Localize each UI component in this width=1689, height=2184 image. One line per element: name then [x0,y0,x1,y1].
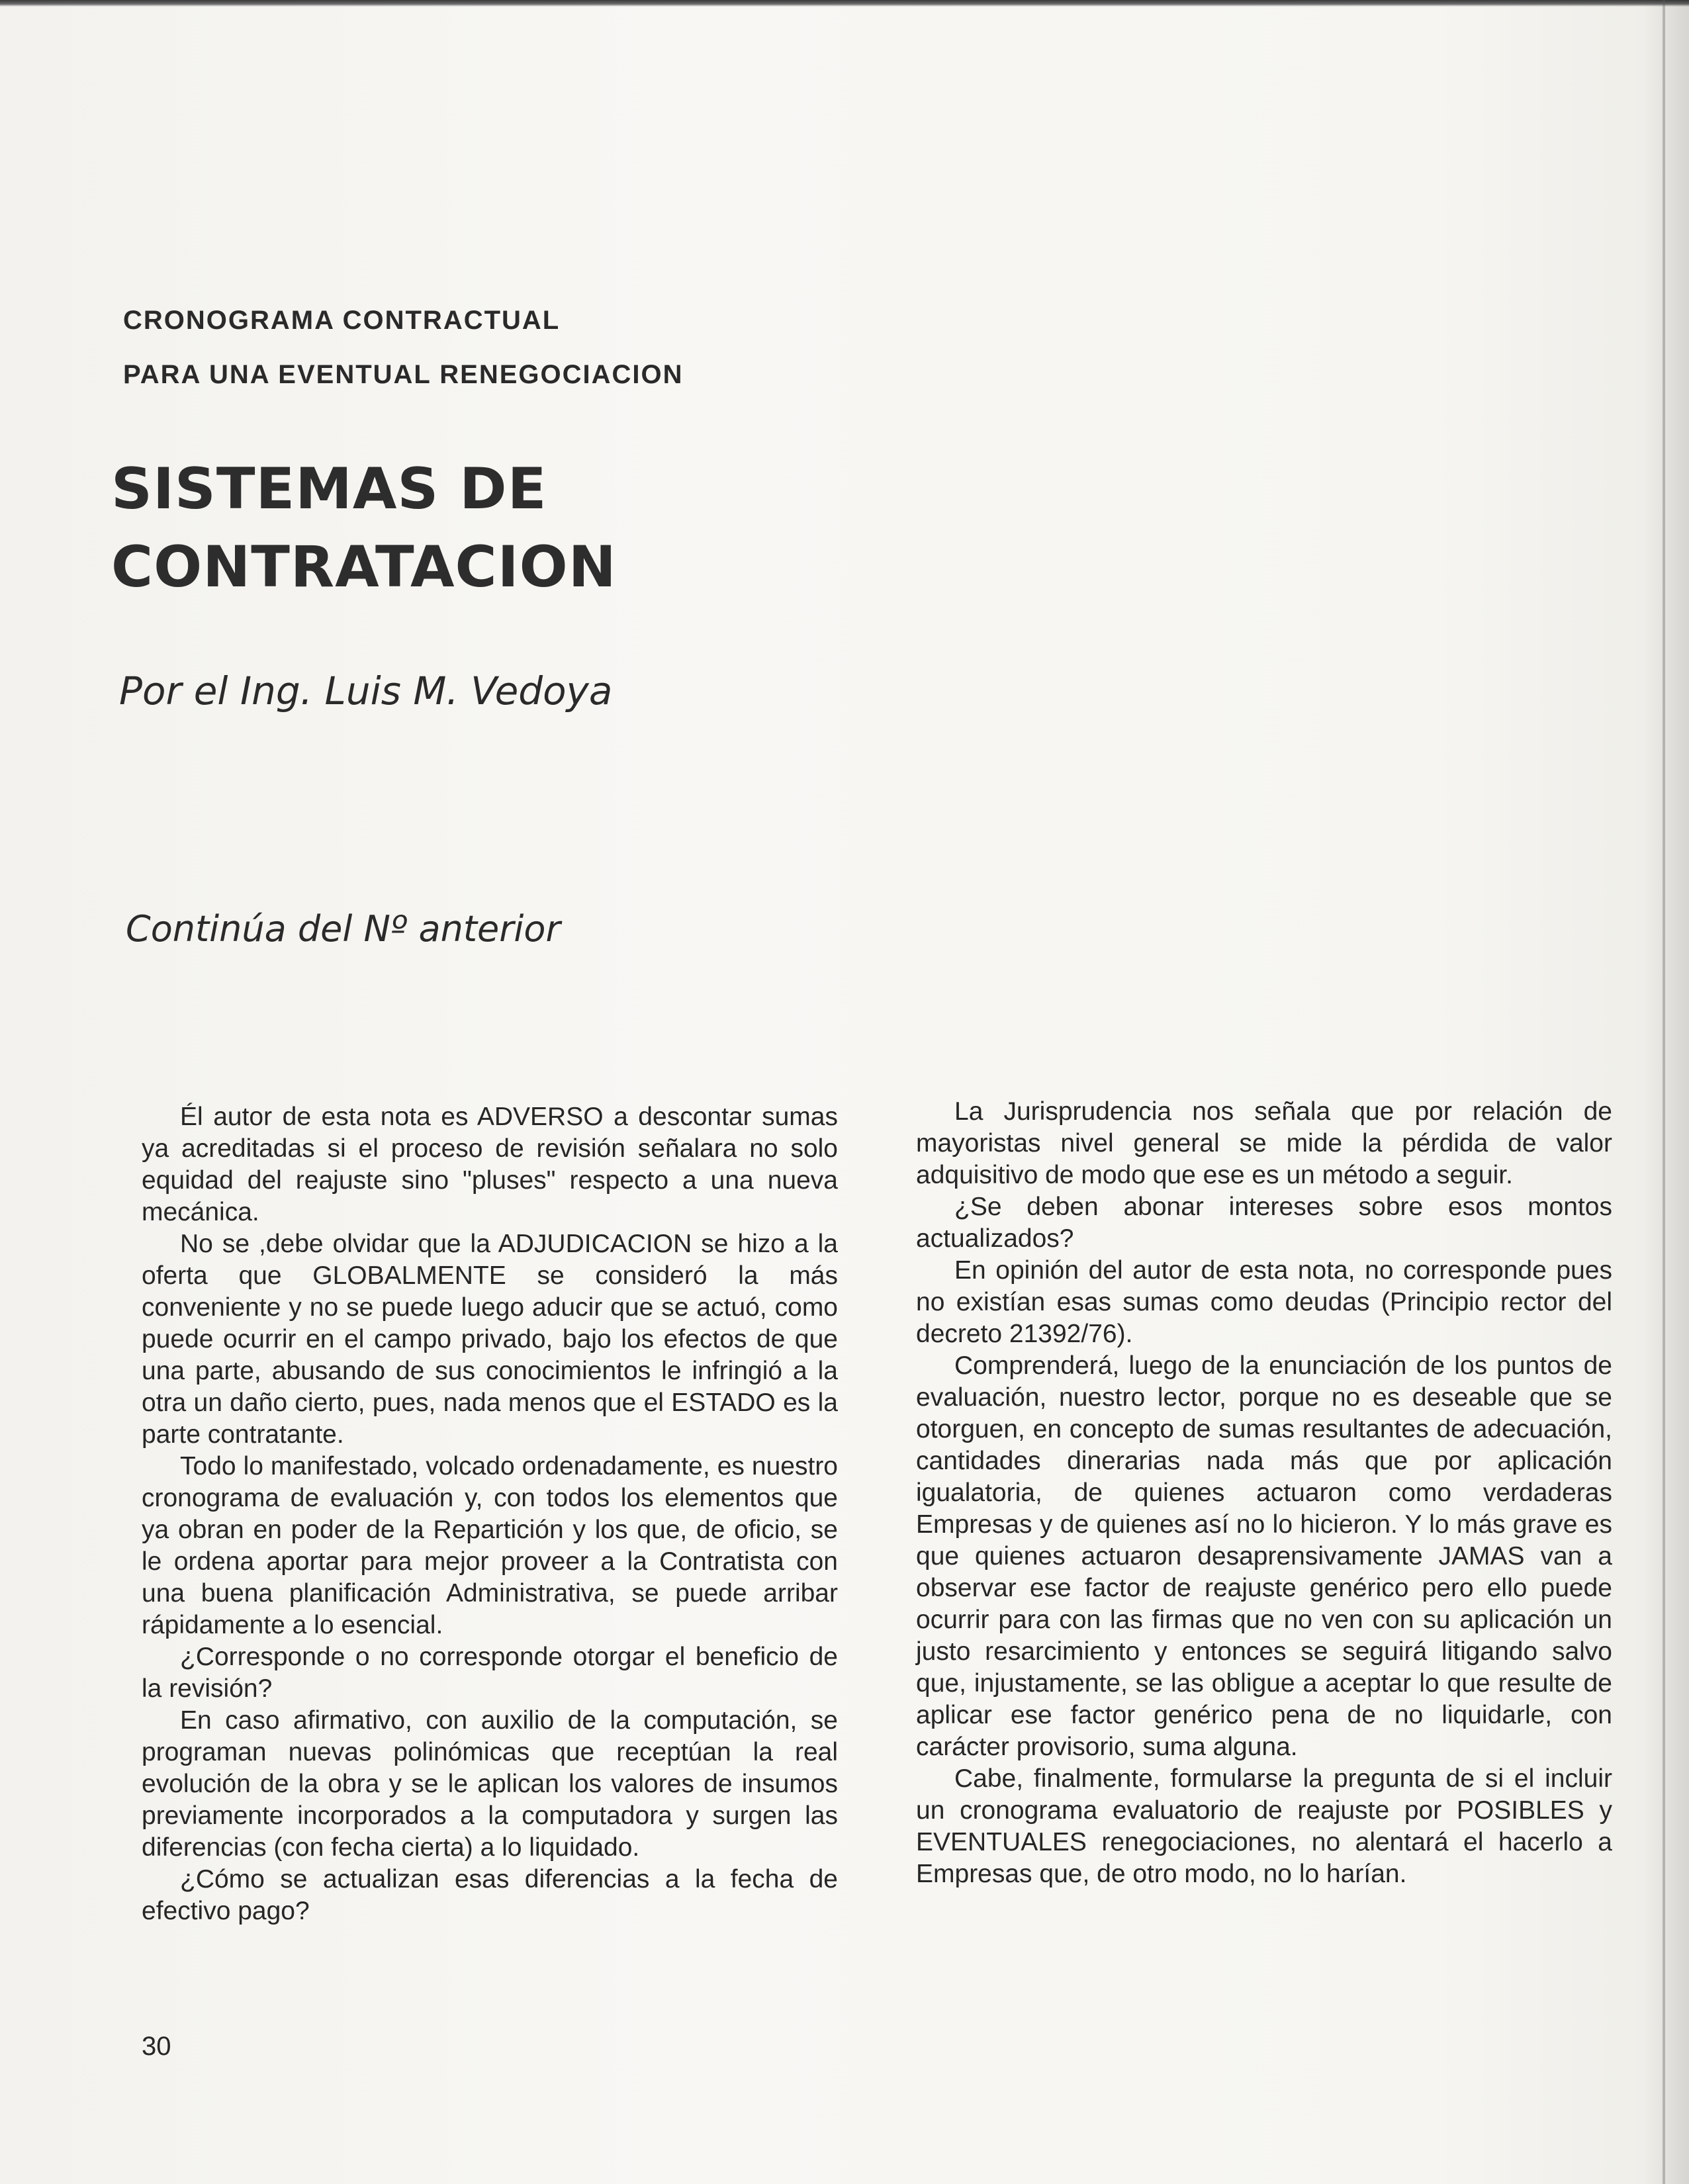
author-byline: Por el Ing. Luis M. Vedoya [119,668,613,713]
page-edge-shadow [1643,0,1689,2184]
section-kicker-line-2: PARA UNA EVENTUAL RENEGOCIACION [123,360,684,389]
paragraph: En caso afirmativo, con auxilio de la computación, se programan nuevas polinómicas que receptúan la real evolución de la obra y se le aplican los valores de insumos previamente incorporados a la computadora y surgen las diferencias (con fecha cierta) a lo liquidado. [142,1706,838,1862]
top-rule [0,0,1689,7]
paragraph: Cabe, finalmente, formularse la pregunta de si el incluir un cronograma evaluatorio de reajuste por POSIBLES y EVENTUALES renegociaciones, no alentará el hacerlo a Empresas que, de otro modo, no lo harían. [916,1764,1612,1888]
paragraph: La Jurisprudencia nos señala que por relación de mayoristas nivel general se mide la pérdida de valor adquisitivo de modo que ese es un método a seguir. [916,1097,1612,1189]
binding-line [1663,0,1665,2184]
paragraph: En opinión del autor de esta nota, no corresponde pues no existían esas sumas como deudas (Principio rector del decreto 21392/76). [916,1256,1612,1348]
paragraph: Todo lo manifestado, volcado ordenadamente, es nuestro cronograma de evaluación y, con todos los elementos que ya obran en poder de la Repartición y los que, de oficio, se le ordena aportar para mejor proveer a la Contratista con una buena planificación Administrativa, se puede arribar rápidamente a lo esencial. [142,1452,838,1639]
right-column [916,1096,1612,1890]
article-title-line-1: SISTEMAS DE [111,456,547,522]
paragraph: ¿Se deben abonar intereses sobre esos montos actualizados? [916,1193,1612,1253]
continued-note: Continúa del Nº anterior [126,908,561,950]
article-title [111,450,617,606]
paragraph: No se ,debe olvidar que la ADJUDICACION se hizo a la oferta que GLOBALMENTE se consideró la más conveniente y no se puede luego aducir que se actuó, como puede ocurrir en el campo privado, bajo los efectos de que una parte, abusando de sus conocimientos le infringió a la otra un daño cierto, pues, nada menos que el ESTADO es la parte contratante. [142,1230,838,1449]
paragraph: ¿Corresponde o no corresponde otorgar el beneficio de la revisión? [142,1643,838,1703]
page-number: 30 [142,2032,171,2061]
article-title-line-2: CONTRATACION [111,534,617,600]
paragraph: ¿Cómo se actualizan esas diferencias a la fecha de efectivo pago? [142,1865,838,1925]
paragraph: Él autor de esta nota es ADVERSO a descontar sumas ya acreditadas si el proceso de revisión señalara no solo equidad del reajuste sino "pluses" respecto a una nueva mecánica. [142,1103,838,1226]
left-column [142,1101,838,1927]
paragraph: Comprenderá, luego de la enunciación de los puntos de evaluación, nuestro lector, porque no es deseable que se otorguen, en concepto de sumas resultantes de adecuación, cantidades dinerarias nada más que por aplicación igualatoria, de quienes actuaron como verdaderas Empresas y de quienes así no lo hicieron. Y lo más grave es que quienes actuaron desaprensivamente JAMAS van a observar ese factor de reajuste genérico pero ello puede ocurrir para con las firmas que no ven con su aplicación un justo resarcimiento y entonces se seguirá litigando salvo que, injustamente, se las obligue a aceptar lo que resulte de aplicar ese factor genérico pena de no liquidarle, con carácter provisorio, suma alguna. [916,1351,1612,1761]
section-kicker-line-1: CRONOGRAMA CONTRACTUAL [123,306,561,335]
